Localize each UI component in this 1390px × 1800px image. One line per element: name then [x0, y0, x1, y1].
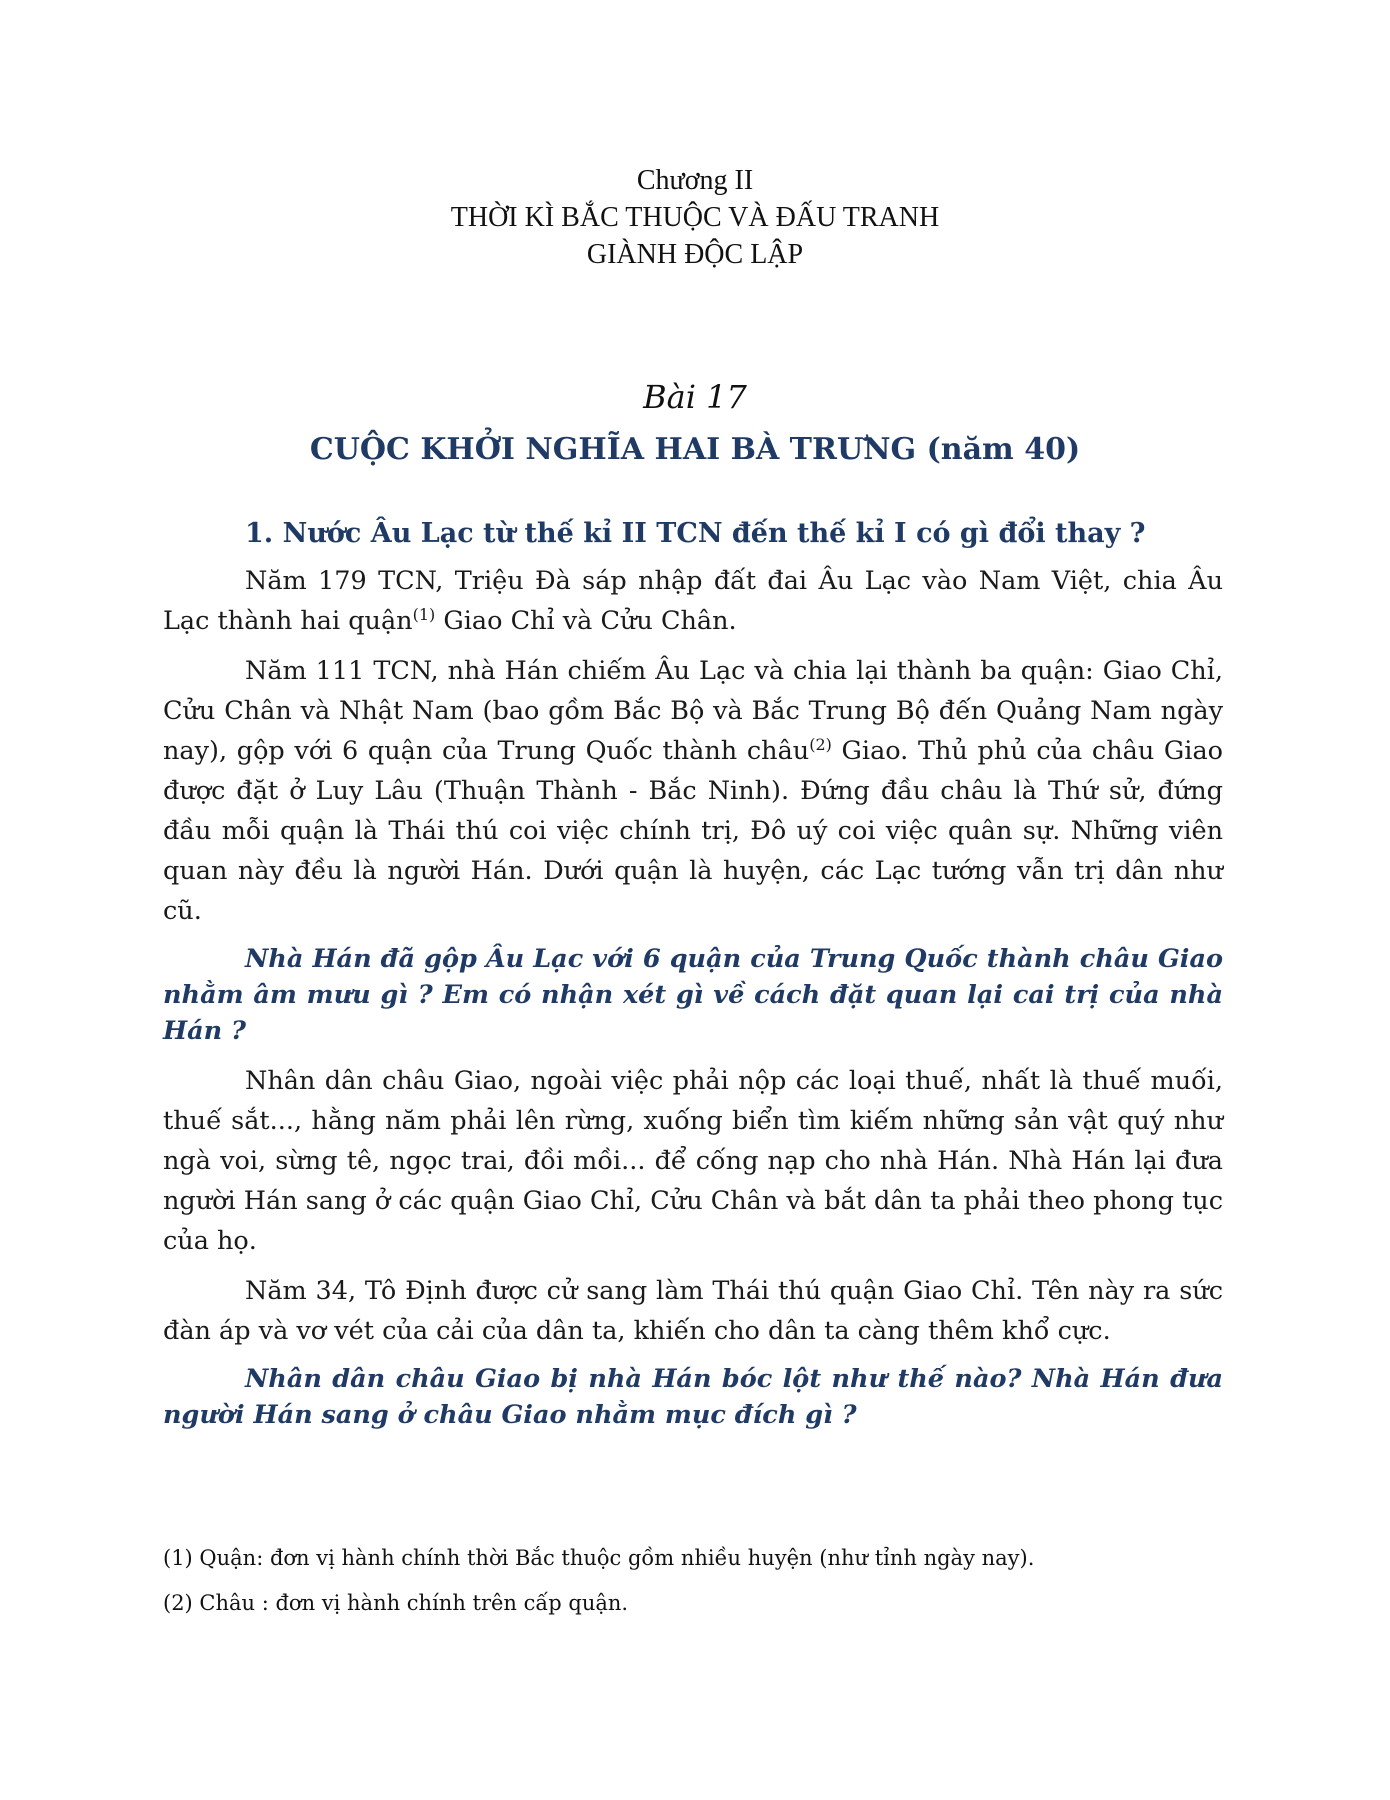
- footnote-2: (2) Châu : đơn vị hành chính trên cấp quận.: [163, 1591, 629, 1615]
- footnote-1: (1) Quận: đơn vị hành chính thời Bắc thuộc gồm nhiều huyện (như tỉnh ngày nay).: [163, 1546, 1035, 1570]
- footnote-ref-1: (1): [412, 605, 436, 624]
- footnote-ref-2: (2): [809, 735, 832, 754]
- section-heading: 1. Nước Âu Lạc từ thế kỉ II TCN đến thế kỉ I có gì đổi thay ?: [245, 518, 1146, 549]
- lesson-title: CUỘC KHỞI NGHĨA HAI BÀ TRƯNG (năm 40): [309, 432, 1081, 467]
- question-1: Nhà Hán đã gộp Âu Lạc với 6 quận của Trung Quốc thành châu Giao nhằm âm mưu gì ? Em có nhận xét gì về cách đặt quan lại cai trị của nhà Hán ?: [163, 944, 1223, 1046]
- lesson-body: [163, 515, 1223, 1445]
- footnotes: [163, 1543, 1223, 1633]
- chapter-title-line2: GIÀNH ĐỘC LẬP: [586, 239, 804, 270]
- paragraph-1-text-a: Năm 179 TCN, Triệu Đà sáp nhập đất đai Âu Lạc vào Nam Việt, chia Âu Lạc thành hai quận: [163, 566, 1223, 636]
- chapter-header: [0, 162, 1390, 273]
- paragraph-2-text-b: Giao. Thủ phủ của châu Giao được đặt ở Luy Lâu (Thuận Thành - Bắc Ninh). Đứng đầu châu là Thứ sử, đứng đầu mỗi quận là Thái thú coi việc chính trị, Đô uý coi việc quân sự. Những viên quan này đều là người Hán. Dưới quận là huyện, các Lạc tướng vẫn trị dân như cũ.: [163, 736, 1223, 926]
- paragraph-2-text-a: Năm 111 TCN, nhà Hán chiếm Âu Lạc và chia lại thành ba quận: Giao Chỉ, Cửu Chân và Nhật Nam (bao gồm Bắc Bộ và Bắc Trung Bộ đến Quảng Nam ngày nay), gộp với 6 quận của Trung Quốc thành châu: [163, 656, 1223, 766]
- paragraph-3: Nhân dân châu Giao, ngoài việc phải nộp các loại thuế, nhất là thuế muối, thuế sắt..., hằng năm phải lên rừng, xuống biển tìm kiếm những sản vật quý như ngà voi, sừng tê, ngọc trai, đồi mồi... để cống nạp cho nhà Hán. Nhà Hán lại đưa người Hán sang ở các quận Giao Chỉ, Cửu Chân và bắt dân ta phải theo phong tục của họ.: [163, 1066, 1223, 1256]
- paragraph-1-text-b: Giao Chỉ và Cửu Chân.: [435, 606, 737, 636]
- lesson-number: Bài 17: [643, 378, 747, 416]
- chapter-label: Chương II: [636, 165, 754, 196]
- question-2: Nhân dân châu Giao bị nhà Hán bóc lột như thế nào? Nhà Hán đưa người Hán sang ở châu Giao nhằm mục đích gì ?: [163, 1364, 1223, 1430]
- paragraph-1: [163, 561, 1223, 641]
- paragraph-4: Năm 34, Tô Định được cử sang làm Thái thú quận Giao Chỉ. Tên này ra sức đàn áp và vơ vét của cải của dân ta, khiến cho dân ta càng thêm khổ cực.: [163, 1276, 1223, 1346]
- paragraph-2: [163, 651, 1223, 931]
- chapter-title-line1: THỜI KÌ BẮC THUỘC VÀ ĐẤU TRANH: [450, 202, 940, 233]
